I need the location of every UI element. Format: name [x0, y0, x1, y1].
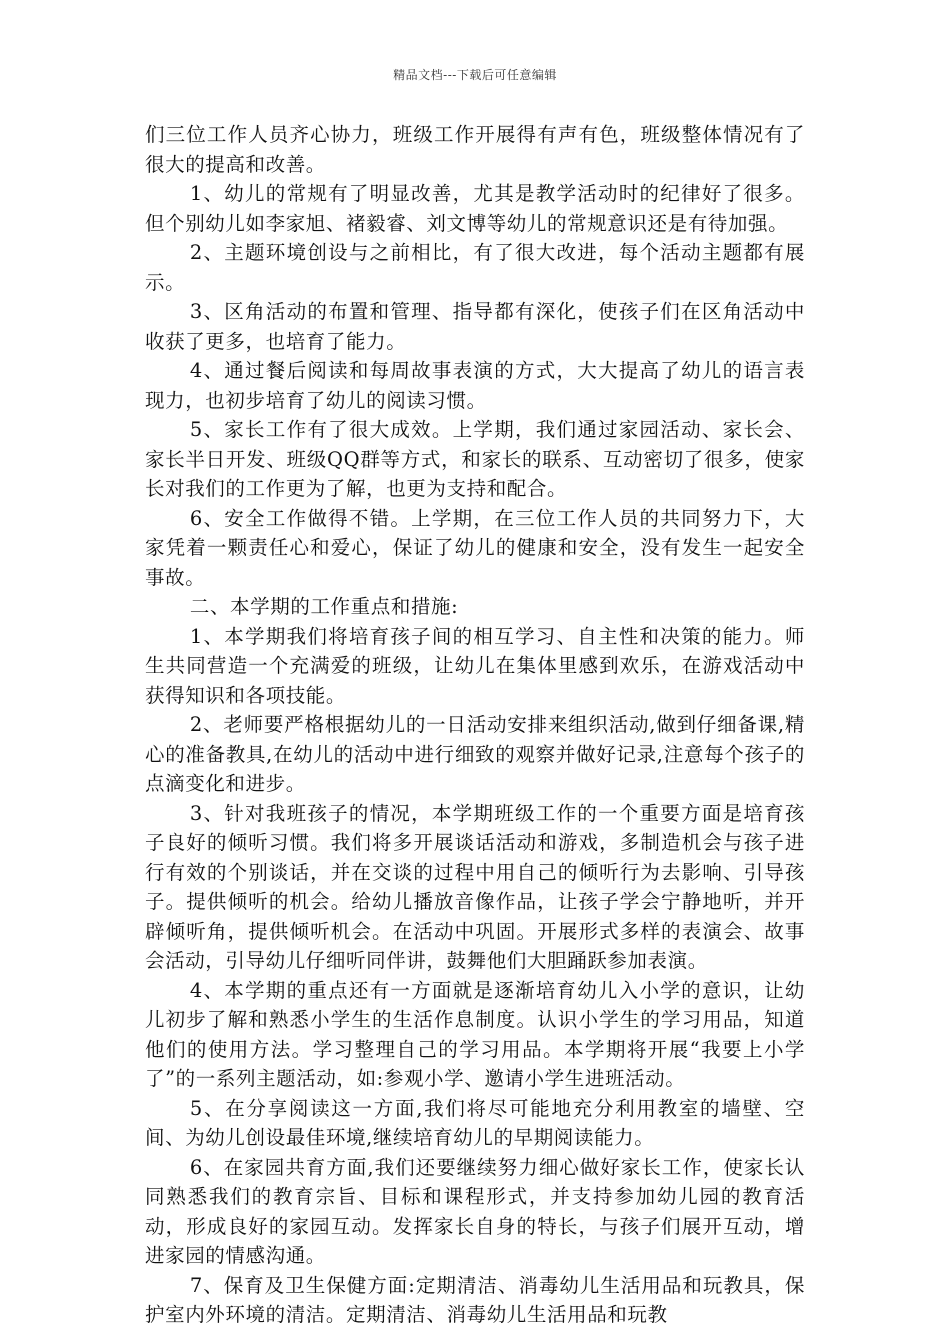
paragraph: 2、老师要严格根据幼儿的一日活动安排来组织活动,做到仔细备课,精心的准备教具,在幼儿的活动中进行细致的观察并做好记录,注意每个孩子的点滴变化和进步。 [145, 713, 805, 795]
section-heading: 二、本学期的工作重点和措施: [189, 595, 459, 618]
paragraph: 1、幼儿的常规有了明显改善，尤其是教学活动时的纪律好了很多。但个别幼儿如李家旭、褚毅睿、刘文博等幼儿的常规意识还是有待加强。 [145, 182, 805, 235]
paragraph: 4、本学期的重点还有一方面就是逐渐培育幼儿入小学的意识，让幼儿初步了解和熟悉小学生的生活作息制度。认识小学生的学习用品，知道他们的使用方法。学习整理自己的学习用品。本学期将开展“我要上小学了”的一系列主题活动，如:参观小学、邀请小学生进班活动。 [145, 978, 805, 1090]
paragraph: 3、针对我班孩子的情况，本学期班级工作的一个重要方面是培育孩子良好的倾听习惯。我们将多开展谈话活动和游戏，多制造机会与孩子进行有效的个别谈话，并在交谈的过程中用自己的倾听行为去影响、引导孩子。提供倾听的机会。给幼儿播放音像作品，让孩子学会宁静地听，并开辟倾听角，提供倾听机会。在活动中巩固。开展形式多样的表演会、故事会活动，引导幼儿仔细听同伴讲，鼓舞他们大胆踊跃参加表演。 [145, 801, 805, 972]
paragraph: 们三位工作人员齐心协力，班级工作开展得有声有色，班级整体情况有了很大的提高和改善。 [145, 123, 805, 176]
paragraph: 4、通过餐后阅读和每周故事表演的方式，大大提高了幼儿的语言表现力，也初步培育了幼儿的阅读习惯。 [145, 359, 805, 412]
page-header: 精品文档---下载后可任意编辑 [393, 68, 557, 82]
paragraph: 1、本学期我们将培育孩子间的相互学习、自主性和决策的能力。师生共同营造一个充满爱的班级，让幼儿在集体里感到欢乐，在游戏活动中获得知识和各项技能。 [145, 624, 805, 707]
document-body [145, 120, 805, 1330]
paragraph: 3、区角活动的布置和管理、指导都有深化，使孩子们在区角活动中收获了更多，也培育了能力。 [145, 300, 805, 353]
paragraph: 7、保育及卫生保健方面:定期清洁、消毒幼儿生活用品和玩教具，保护室内外环境的清洁。定期清洁、消毒幼儿生活用品和玩教 [145, 1273, 805, 1326]
paragraph: 2、主题环境创设与之前相比，有了很大改进，每个活动主题都有展示。 [145, 241, 805, 294]
paragraph: 5、在分享阅读这一方面,我们将尽可能地充分利用教室的墙壁、空间、为幼儿创设最佳环境,继续培育幼儿的早期阅读能力。 [145, 1096, 805, 1149]
paragraph: 6、在家园共育方面,我们还要继续努力细心做好家长工作，使家长认同熟悉我们的教育宗旨、目标和课程形式，并支持参加幼儿园的教育活动，形成良好的家园互动。发挥家长自身的特长，与孩子们展开互动，增进家园的情感沟通。 [145, 1155, 805, 1267]
paragraph: 6、安全工作做得不错。上学期，在三位工作人员的共同努力下，大家凭着一颗责任心和爱心，保证了幼儿的健康和安全，没有发生一起安全事故。 [145, 506, 805, 589]
paragraph: 5、家长工作有了很大成效。上学期，我们通过家园活动、家长会、家长半日开发、班级QQ群等方式，和家长的联系、互动密切了很多，使家长对我们的工作更为了解，也更为支持和配合。 [145, 418, 805, 500]
